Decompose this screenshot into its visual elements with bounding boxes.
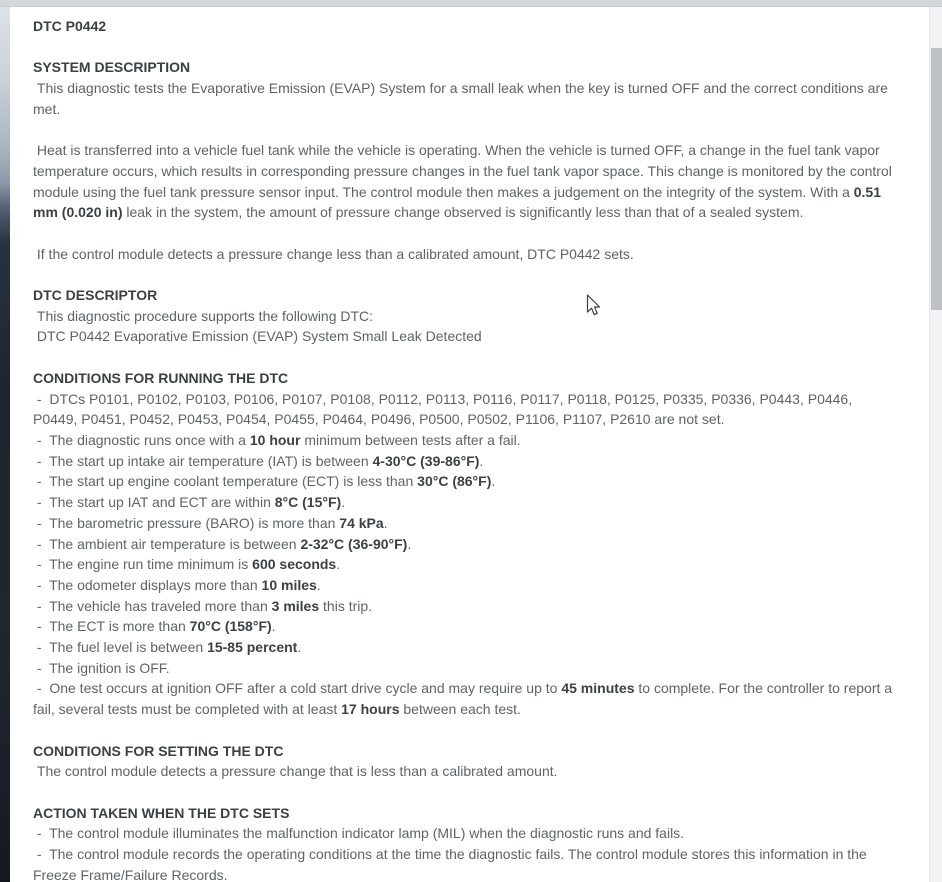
list-item: - The vehicle has traveled more than 3 miles this trip.: [33, 597, 373, 614]
list-item: - The control module records the operating conditions at the time the diagnostic fails. The control module stores this information in the Freeze Frame/Failure Records.: [33, 846, 871, 882]
list-item: - One test occurs at ignition OFF after a cold start drive cycle and may require up to 45 minutes to complete. For the controller to report a fail, several tests must be completed with at least 17 hours between each test.: [33, 680, 896, 718]
paragraph: This diagnostic tests the Evaporative Emission (EVAP) System for a small leak when the key is turned OFF and the correct conditions are met.: [33, 80, 892, 117]
list-item: - The ignition is OFF.: [33, 659, 170, 676]
sidebar-edge: [0, 7, 10, 882]
paragraph: The control module detects a pressure change that is less than a calibrated amount.: [33, 763, 558, 780]
list-item: - DTCs P0101, P0102, P0103, P0106, P0107, P0108, P0112, P0113, P0116, P0117, P0118, P0125, P0335, P0336, P0443, P0446, P0449, P0451, P0452, P0453, P0454, P0455, P0464, P0496, P0500, P0502, P1106, P1107, P2610 are not set.: [33, 390, 856, 428]
scrollbar-thumb[interactable]: [931, 48, 942, 310]
list-item: - The ECT is more than 70°C (158°F).: [33, 618, 276, 635]
list-item: - The ambient air temperature is between 2-32°C (36-90°F).: [33, 535, 412, 552]
list-item: - The start up IAT and ECT are within 8°C (15°F).: [33, 494, 346, 511]
list-item: - The control module illuminates the malfunction indicator lamp (MIL) when the diagnostic runs and fails.: [33, 825, 685, 842]
paragraph: Heat is transferred into a vehicle fuel tank while the vehicle is operating. When the vehicle is turned OFF, a change in the fuel tank vapor temperature occurs, which results in corresponding pressure changes in the fuel tank vapor space. This change is monitored by the control module using the fuel tank pressure sensor input. The control module then makes a judgement on the integrity of the system. With a 0.51 mm (0.020 in) leak in the system, the amount of pressure change observed is significantly less than that of a sealed system.: [33, 142, 896, 221]
section-heading: CONDITIONS FOR SETTING THE DTC: [33, 742, 284, 759]
list-item: - The diagnostic runs once with a 10 hour minimum between tests after a fail.: [33, 431, 521, 448]
spacer: [33, 782, 900, 803]
list-item: - The barometric pressure (BARO) is more than 74 kPa.: [33, 514, 388, 531]
spacer: [33, 120, 900, 141]
document-title: DTC P0442: [33, 18, 107, 34]
top-bar: [0, 0, 942, 7]
list-item: - The engine run time minimum is 600 seconds.: [33, 556, 341, 573]
document-content: [10, 7, 929, 882]
scrollbar-track[interactable]: [929, 7, 942, 882]
section-heading: SYSTEM DESCRIPTION: [33, 59, 191, 76]
spacer: [33, 37, 900, 58]
list-item: - The start up engine coolant temperature (ECT) is less than 30°C (86°F).: [33, 473, 496, 490]
section-heading: DTC DESCRIPTOR: [33, 287, 158, 304]
spacer: [33, 347, 900, 368]
spacer: [33, 223, 900, 244]
paragraph: DTC P0442 Evaporative Emission (EVAP) System Small Leak Detected: [33, 328, 482, 345]
section-heading: CONDITIONS FOR RUNNING THE DTC: [33, 369, 289, 386]
list-item: - The odometer displays more than 10 miles.: [33, 576, 321, 593]
list-item: - The start up intake air temperature (IAT) is between 4-30°C (39-86°F).: [33, 452, 484, 469]
spacer: [33, 264, 900, 285]
paragraph: If the control module detects a pressure change less than a calibrated amount, DTC P0442 sets.: [33, 245, 634, 262]
list-item: - The fuel level is between 15-85 percent.: [33, 639, 302, 656]
paragraph: This diagnostic procedure supports the following DTC:: [33, 307, 374, 324]
section-heading: ACTION TAKEN WHEN THE DTC SETS: [33, 804, 290, 821]
spacer: [33, 720, 900, 741]
